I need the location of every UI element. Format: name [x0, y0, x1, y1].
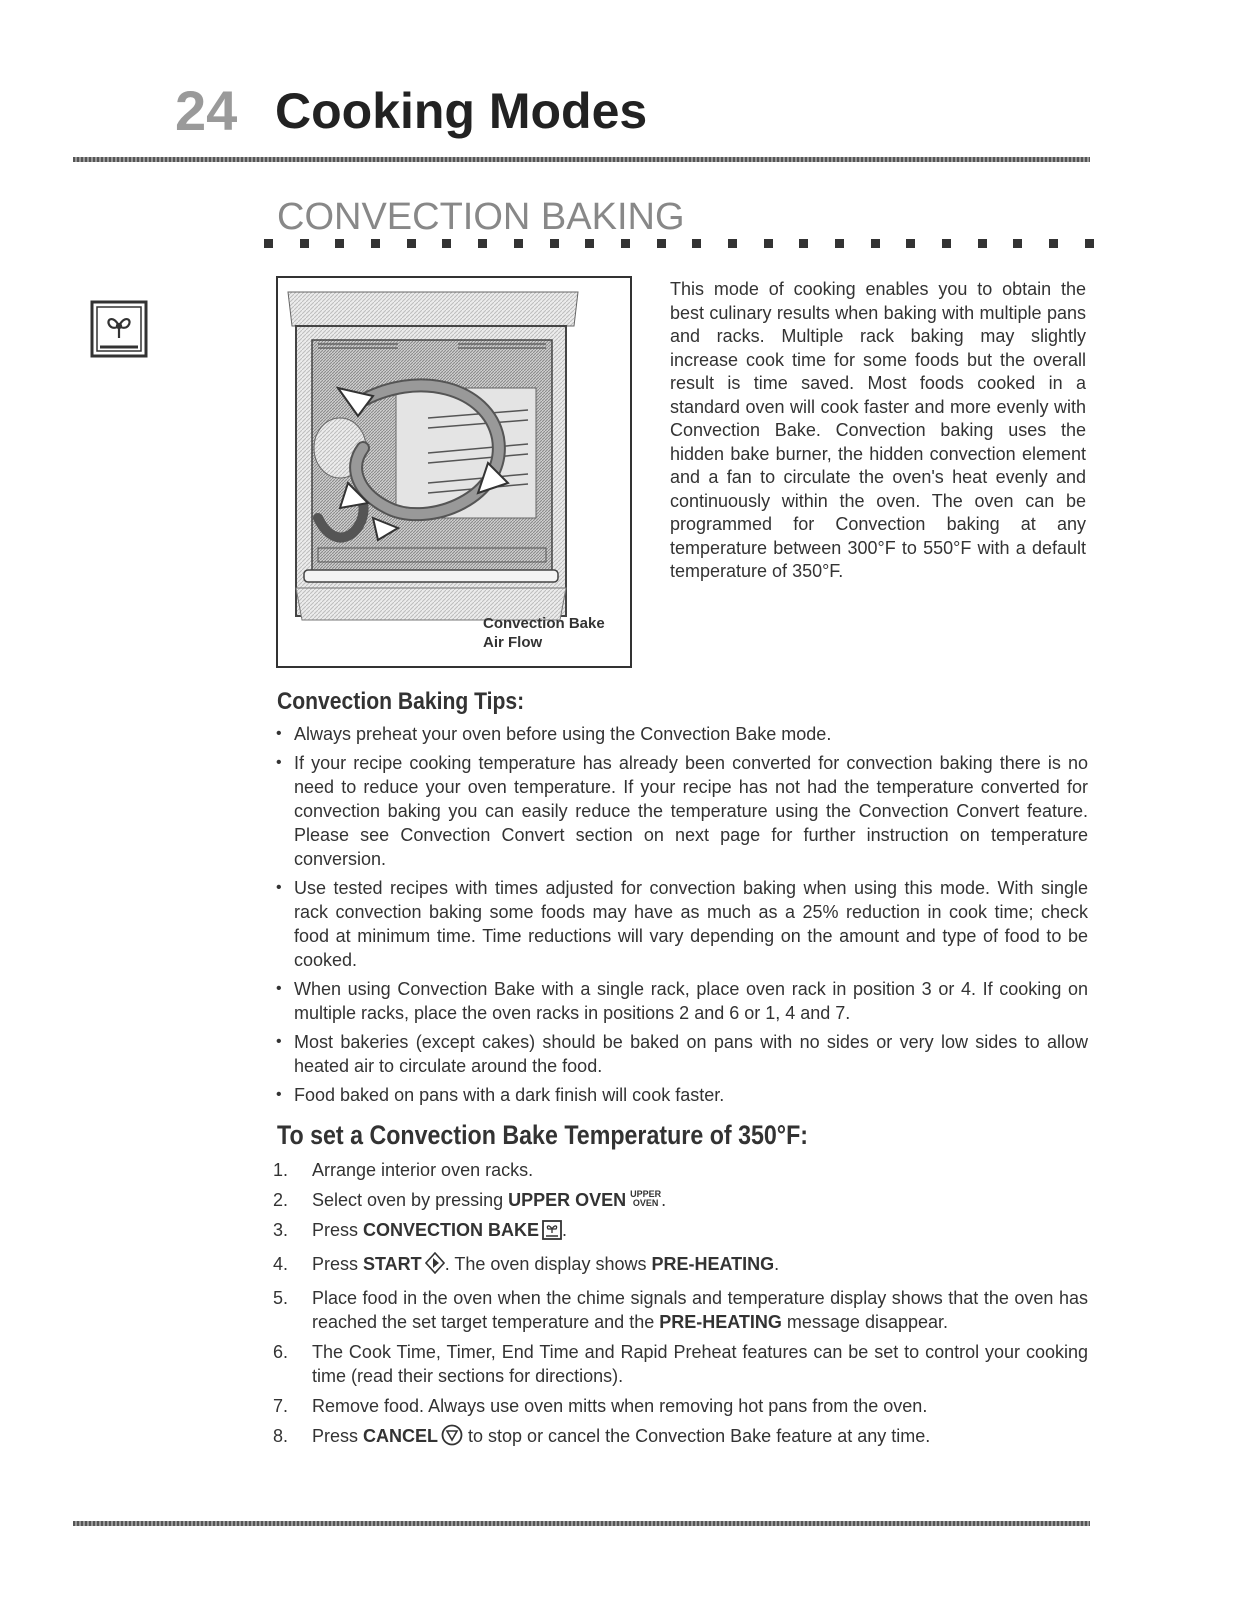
convection-fan-icon — [90, 300, 148, 358]
list-item: • Always preheat your oven before using the Convection Bake mode. — [272, 722, 1088, 746]
step-text: The Cook Time, Timer, End Time and Rapid Preheat features can be set to control your cooking time (read their sections for directions). — [312, 1342, 1088, 1386]
step-1 — [272, 1158, 1088, 1182]
step-number: 8. — [273, 1426, 289, 1446]
oven-illustration — [278, 278, 630, 666]
step-text-end: message disappear. — [781, 1312, 949, 1332]
list-item: • Most bakeries (except cakes) should be baked on pans with no sides or very low sides to allow heated air to circulate around the food. — [272, 1030, 1088, 1078]
caption-line-1: Convection Bake — [483, 615, 605, 632]
cancel-label: CANCEL — [363, 1426, 439, 1446]
step-text-end: . — [562, 1220, 568, 1240]
page-number: 24 — [175, 79, 238, 142]
step-number: 2. — [273, 1190, 289, 1210]
steps-list — [272, 1158, 1088, 1458]
cancel-icon — [441, 1424, 463, 1452]
step-number: 5. — [273, 1288, 289, 1308]
step-text: Arrange interior oven racks. — [312, 1160, 534, 1180]
pre-heating-label: PRE-HEATING — [659, 1312, 782, 1332]
convection-airflow-figure — [276, 276, 632, 668]
step-text: Press — [312, 1220, 364, 1240]
step-3 — [272, 1218, 1088, 1246]
upper-oven-icon-top: UPPER — [630, 1189, 662, 1199]
tips-list — [272, 722, 1088, 1112]
start-label: START — [363, 1254, 422, 1274]
step-2 — [272, 1188, 1088, 1212]
upper-oven-label: UPPER OVEN — [508, 1190, 627, 1210]
step-text: Remove food. Always use oven mitts when removing hot pans from the oven. — [312, 1396, 928, 1416]
upper-oven-icon-bottom: OVEN — [632, 1198, 659, 1208]
steps-heading: To set a Convection Bake Temperature of 350°F: — [277, 1120, 809, 1150]
list-item: • Use tested recipes with times adjusted for convection baking when using this mode. With single rack convection baking some foods may have as much as a 25% reduction in cook time; check food at minimum time. Time reductions will vary depending on the amount and type of food to be cooked. — [272, 876, 1088, 972]
list-item: • Food baked on pans with a dark finish will cook faster. — [272, 1083, 1088, 1107]
step-text-end: . — [661, 1190, 667, 1210]
start-icon — [425, 1252, 445, 1280]
step-5 — [272, 1286, 1088, 1334]
list-item: • When using Convection Bake with a single rack, place oven rack in position 3 or 4. If cooking on multiple racks, place the oven racks in positions 2 and 6 or 1, 4 and 7. — [272, 977, 1088, 1025]
step-number: 1. — [273, 1160, 289, 1180]
step-text-end: . — [774, 1254, 780, 1274]
list-item: • If your recipe cooking temperature has already been converted for convection baking there is no need to reduce your oven temperature. If your recipe has not had the temperature converted for convection baking you can easily reduce the temperature using the Convection Convert feature. Please see Convection Convert section on next page for further instruction on temperature conversion. — [272, 751, 1088, 871]
step-text: Press — [312, 1426, 364, 1446]
step-4 — [272, 1252, 1088, 1280]
step-text: Select oven by pressing — [312, 1190, 509, 1210]
step-text-mid: . The oven display shows — [444, 1254, 652, 1274]
tips-heading: Convection Baking Tips: — [277, 688, 525, 715]
step-text: Press — [312, 1254, 364, 1274]
intro-paragraph: This mode of cooking enables you to obtain the best culinary results when baking with multiple pans and racks. Multiple rack baking may slightly increase cook time for some foods but the overall result is time saved. Most foods cooked in a standard oven will cook faster and more evenly with Convection Bake. Convection baking uses the hidden bake burner, the hidden convection element and a fan to circulate the oven's heat evenly and continuously within the oven. The oven can be programmed for Convection baking at any temperature between 300°F to 550°F with a default temperature of 350°F. — [670, 279, 1086, 581]
convection-bake-label: CONVECTION BAKE — [363, 1220, 540, 1240]
header-divider — [73, 157, 1090, 162]
pre-heating-label: PRE-HEATING — [651, 1254, 775, 1274]
footer-divider — [73, 1521, 1090, 1526]
page-title: Cooking Modes — [275, 83, 648, 139]
step-8 — [272, 1424, 1088, 1452]
convection-bake-icon — [542, 1220, 562, 1246]
step-number: 4. — [273, 1254, 289, 1274]
figure-caption — [483, 614, 605, 652]
step-6 — [272, 1340, 1088, 1388]
step-number: 6. — [273, 1342, 289, 1362]
caption-line-2: Air Flow — [483, 634, 543, 651]
step-text: Place food in the oven when the chime signals and temperature display shows that the oven has reached the set target temperature and the — [312, 1288, 1088, 1332]
step-number: 7. — [273, 1396, 289, 1416]
step-text-end: to stop or cancel the Convection Bake feature at any time. — [463, 1426, 931, 1446]
step-7 — [272, 1394, 1088, 1418]
step-number: 3. — [273, 1220, 289, 1240]
section-title: CONVECTION BAKING — [277, 196, 685, 238]
upper-oven-icon — [630, 1190, 661, 1208]
section-dot-divider — [264, 239, 1094, 249]
